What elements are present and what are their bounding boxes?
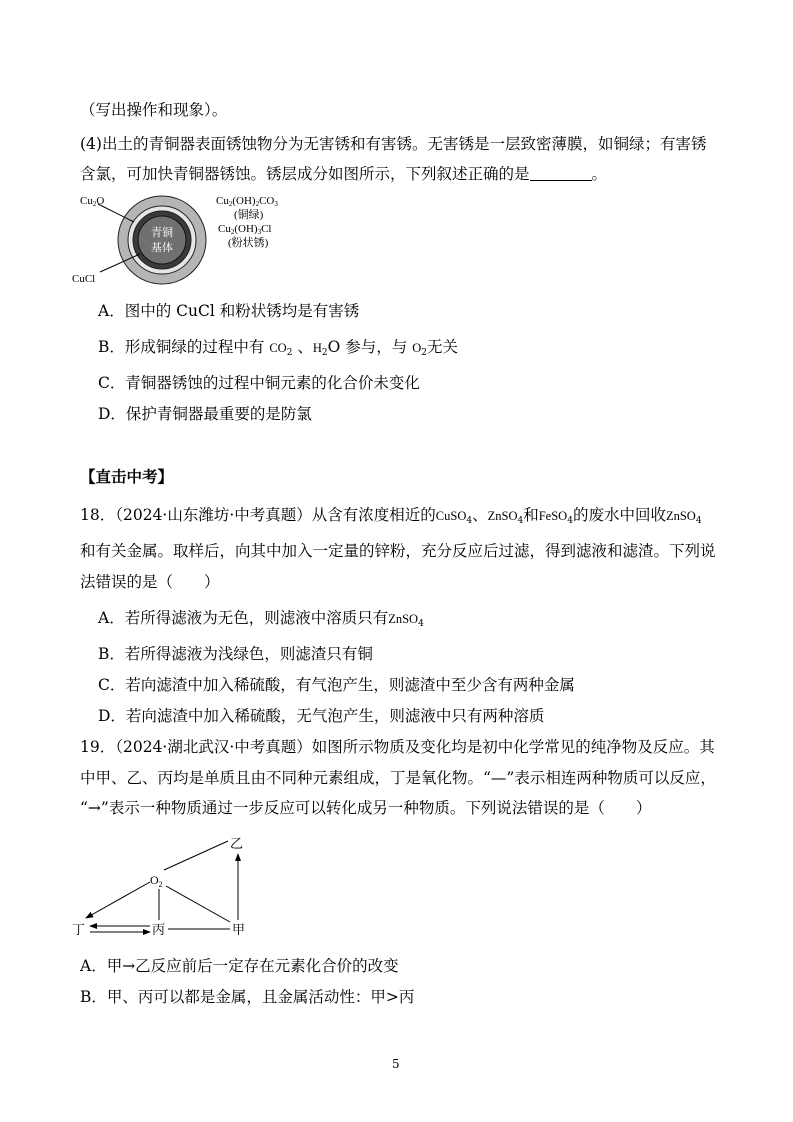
- feso4-subscript: 4: [567, 516, 573, 526]
- o2-formula: O: [412, 341, 422, 355]
- rust-layer-figure: [68, 188, 308, 288]
- h2o-formula: H: [312, 341, 322, 355]
- q18-line1-text: 18．（2024·山东潍坊·中考真题）从含有浓度相近的: [80, 506, 436, 524]
- q17-option-d[interactable]: D．保护青铜器最重要的是防氯: [98, 405, 312, 423]
- q18-line1-end: 的废水中回收: [572, 506, 666, 524]
- and-text: 和: [523, 506, 539, 524]
- separator: 、: [472, 506, 488, 524]
- q18-option-a[interactable]: [98, 608, 424, 634]
- q17-option-b[interactable]: [98, 337, 458, 363]
- arrow-o2-ding: [86, 882, 150, 918]
- q19-option-b[interactable]: B．甲、丙可以都是金属，且金属活动性：甲>丙: [80, 988, 415, 1006]
- znso4-subscript-3: 4: [418, 619, 424, 629]
- separator: 、: [292, 338, 313, 356]
- znso4-subscript: 4: [517, 516, 524, 526]
- q17-stem-end: 。: [591, 165, 608, 183]
- link-o2-yi: [164, 841, 228, 870]
- node-bing: 丙: [152, 922, 166, 937]
- verdigris-formula: Cu2(OH)2CO3: [216, 195, 278, 208]
- q18-option-b[interactable]: B．若所得滤液为浅绿色，则滤渣只有铜: [98, 645, 373, 663]
- znso4-formula: ZnSO: [487, 509, 518, 523]
- q17-stem-line1: (4)出土的青铜器表面锈蚀物分为无害锈和有害锈。无害锈是一层致密薄膜，如铜绿；有害锈: [80, 135, 707, 153]
- q17-stem-text: 含氯，可加快青铜器锈蚀。锈层成分如图所示，下列叙述正确的是: [80, 165, 530, 183]
- reaction-diagram: [66, 830, 266, 942]
- q19-line3: “→”表示一种物质通过一步反应可以转化成另一种物质。下列说法错误的是（ ）: [80, 799, 652, 817]
- node-ding: 丁: [72, 922, 86, 937]
- answer-blank[interactable]: [530, 166, 592, 181]
- q18-option-d[interactable]: D．若向滤渣中加入稀硫酸，无气泡产生，则滤液中只有两种溶质: [98, 707, 545, 725]
- q18-line1: [80, 505, 702, 531]
- cu2o-label: Cu2O: [80, 195, 105, 208]
- core-label-2: 基体: [151, 242, 173, 254]
- q19-line2: 中甲、乙、丙均是单质且由不同种元素组成，丁是氧化物。“—”表示相连两种物质可以反应，: [80, 769, 716, 787]
- powder-rust-formula: Cu2(OH)3Cl: [218, 223, 272, 236]
- q19-line1: 19．（2024·湖北武汉·中考真题）如图所示物质及变化均是初中化学常见的纯净物及反应。其: [80, 738, 715, 756]
- q18-line3: 法错误的是（ ）: [80, 573, 220, 591]
- bronze-core: [138, 216, 186, 264]
- q17-line0: （写出操作和现象）。: [80, 101, 228, 119]
- page-number: 5: [392, 1057, 400, 1071]
- q17-option-b-end: 无关: [426, 338, 458, 356]
- powder-rust-name: (粉状锈): [228, 237, 269, 249]
- znso4-formula-2: ZnSO: [665, 509, 696, 523]
- co2-subscript: 2: [286, 348, 293, 358]
- q17-option-c[interactable]: C．青铜器锈蚀的过程中铜元素的化合价未变化: [98, 374, 420, 392]
- znso4-formula-3: ZnSO: [388, 612, 419, 626]
- cucl-label: CuCl: [72, 273, 96, 285]
- co2-formula: CO: [269, 341, 287, 355]
- q17-option-b-text: B．形成铜绿的过程中有: [98, 338, 270, 356]
- node-o2: $O_2$: [150, 873, 163, 889]
- link-o2-jia: [166, 886, 230, 922]
- znso4-subscript-2: 4: [695, 516, 702, 526]
- h2o-subscript: 2: [321, 348, 328, 358]
- q18-option-c[interactable]: C．若向滤渣中加入稀硫酸，有气泡产生，则滤渣中至少含有两种金属: [98, 676, 575, 694]
- q17-stem-line2: [80, 164, 607, 184]
- q17-option-b-mid: O 参与，与: [327, 338, 413, 356]
- q19-option-a[interactable]: A．甲→乙反应前后一定存在元素化合价的改变: [80, 957, 399, 975]
- o2-subscript: 2: [421, 348, 427, 358]
- node-jia: 甲: [232, 922, 246, 937]
- verdigris-name: (铜绿): [234, 209, 264, 221]
- q18-line2: 和有关金属。取样后，向其中加入一定量的锌粉，充分反应后过滤，得到滤液和滤渣。下列说: [80, 542, 716, 560]
- feso4-formula: FeSO: [538, 509, 568, 523]
- cuso4-formula: CuSO: [435, 509, 467, 523]
- node-yi: 乙: [230, 836, 244, 851]
- core-label-1: 青铜: [151, 227, 173, 239]
- section-title: 【直击中考】: [80, 467, 174, 486]
- q17-option-a[interactable]: A．图中的 CuCl 和粉状锈均是有害锈: [98, 302, 360, 320]
- q18-option-a-text: A．若所得滤液为无色，则滤液中溶质只有: [98, 609, 389, 627]
- cuso4-subscript: 4: [466, 516, 473, 526]
